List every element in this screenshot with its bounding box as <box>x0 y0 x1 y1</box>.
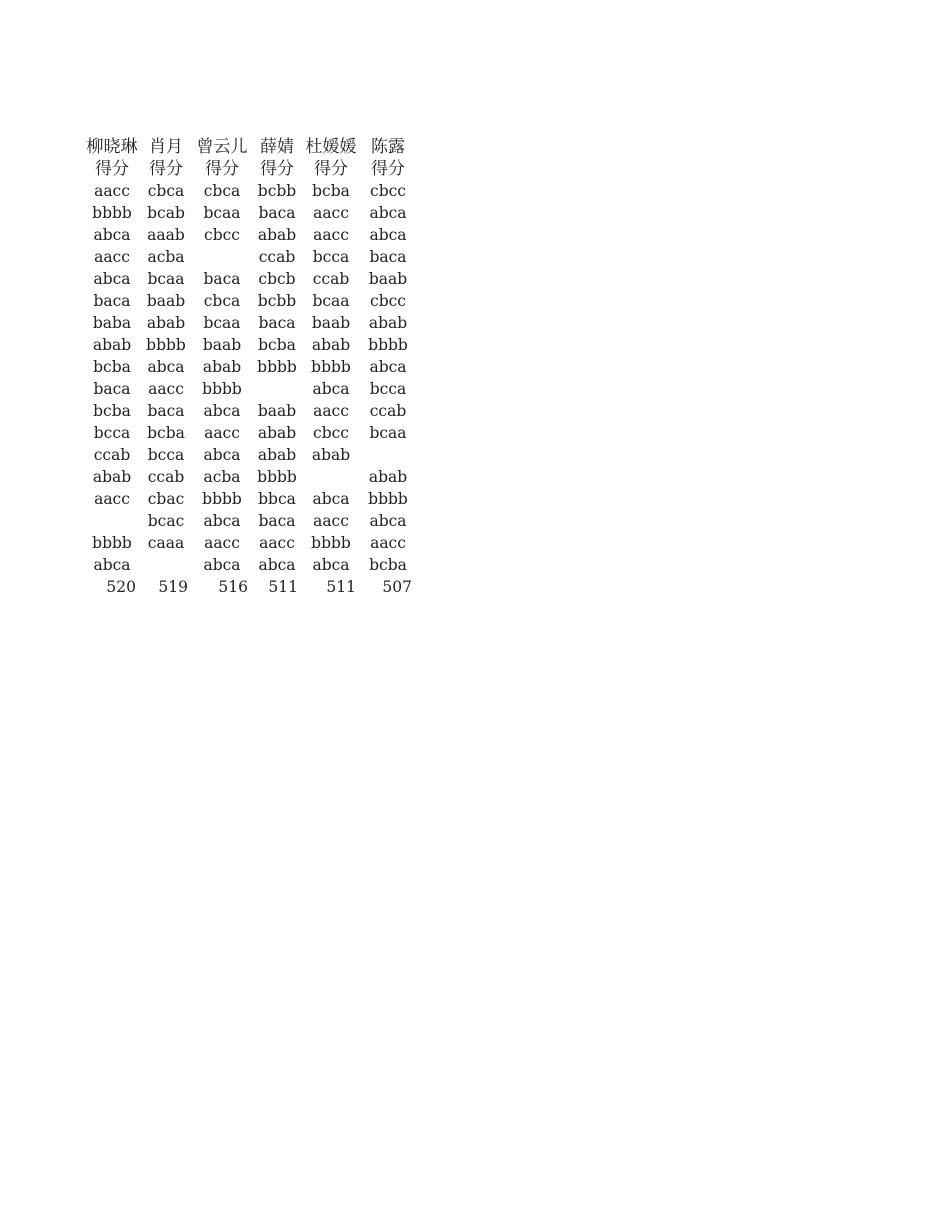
answer-row <box>84 510 416 532</box>
answer-cell[interactable]: abca <box>369 512 407 530</box>
answer-cell[interactable]: ccab <box>147 468 185 486</box>
answer-cell[interactable]: abab <box>146 314 186 332</box>
answer-cell[interactable]: acba <box>147 248 185 266</box>
answer-cell[interactable]: bbbb <box>368 490 408 508</box>
answer-row <box>84 532 416 554</box>
score-label[interactable]: 得分 <box>260 159 294 179</box>
answer-cell[interactable]: abca <box>93 226 131 244</box>
answer-cell[interactable]: baab <box>368 270 408 288</box>
answer-cell[interactable]: bbbb <box>92 534 132 552</box>
answer-cell[interactable]: aacc <box>94 490 130 508</box>
answer-row <box>84 180 416 202</box>
answer-cell[interactable]: baca <box>258 314 296 332</box>
answer-cell[interactable]: aacc <box>370 534 406 552</box>
answer-cell[interactable]: aacc <box>313 204 349 222</box>
name-header-row <box>84 136 416 158</box>
answer-cell[interactable]: abab <box>257 424 297 442</box>
answer-cell[interactable]: aacc <box>94 248 130 266</box>
answer-cell[interactable]: baca <box>93 380 131 398</box>
answer-cell[interactable]: ccab <box>312 270 350 288</box>
answer-cell[interactable]: bbbb <box>257 358 297 376</box>
answer-cell[interactable]: abca <box>93 270 131 288</box>
answer-row <box>84 334 416 356</box>
answer-cell[interactable]: bcaa <box>369 424 407 442</box>
answer-cell[interactable]: cbca <box>203 182 241 200</box>
total-row <box>84 576 416 598</box>
score-sheet <box>84 136 416 598</box>
answer-cell[interactable]: abab <box>202 358 242 376</box>
score-label[interactable]: 得分 <box>314 159 348 179</box>
answer-cell[interactable]: abca <box>312 556 350 574</box>
answer-cell[interactable]: cbcc <box>204 226 240 244</box>
answer-cell[interactable]: abca <box>312 380 350 398</box>
total-cell[interactable]: 516 <box>218 578 248 596</box>
answer-cell[interactable]: abab <box>92 336 132 354</box>
answer-cell[interactable]: ccab <box>93 446 131 464</box>
answer-row <box>84 312 416 334</box>
answer-cell[interactable]: abca <box>203 556 241 574</box>
name-header[interactable]: 曾云儿 <box>196 137 248 157</box>
answer-cell[interactable]: bcbb <box>257 182 297 200</box>
total-cell[interactable]: 511 <box>326 578 356 596</box>
answer-cell[interactable]: abca <box>93 556 131 574</box>
answer-cell[interactable]: bbbb <box>311 358 351 376</box>
answer-cell[interactable]: abca <box>203 402 241 420</box>
answer-cell[interactable]: aacc <box>94 182 130 200</box>
name-header[interactable]: 柳晓琳 <box>86 137 138 157</box>
answer-row <box>84 378 416 400</box>
answer-cell[interactable]: aacc <box>148 380 184 398</box>
score-label-row <box>84 158 416 180</box>
answer-cell[interactable]: abab <box>311 446 351 464</box>
answer-cell[interactable]: abab <box>257 226 297 244</box>
total-cell[interactable]: 511 <box>268 578 298 596</box>
answer-cell[interactable]: caaa <box>147 534 185 552</box>
name-header[interactable]: 陈露 <box>371 137 405 157</box>
answer-cell[interactable]: baca <box>203 270 241 288</box>
total-cell[interactable]: 520 <box>106 578 136 596</box>
answer-cell[interactable]: bcba <box>258 336 296 354</box>
answer-cell[interactable]: bcba <box>312 182 350 200</box>
answer-cell[interactable]: cbcc <box>313 424 349 442</box>
answer-cell[interactable]: bcba <box>147 424 185 442</box>
answer-cell[interactable]: cbcc <box>370 182 406 200</box>
answer-cell[interactable]: bbca <box>258 490 296 508</box>
answer-cell[interactable]: aacc <box>204 534 240 552</box>
answer-cell[interactable]: abca <box>203 446 241 464</box>
answer-cell[interactable]: bbbb <box>92 204 132 222</box>
answer-cell[interactable]: abca <box>369 204 407 222</box>
answer-cell[interactable]: bcaa <box>312 292 350 310</box>
answer-cell[interactable] <box>84 510 140 532</box>
answer-cell[interactable]: bcba <box>93 358 131 376</box>
answer-cell[interactable]: aacc <box>313 512 349 530</box>
answer-cell[interactable]: bbbb <box>202 490 242 508</box>
answer-cell[interactable]: ccab <box>258 248 296 266</box>
answer-cell[interactable]: abab <box>368 468 408 486</box>
answer-row <box>84 466 416 488</box>
answer-cell[interactable]: aaab <box>147 226 185 244</box>
answer-cell[interactable]: cbcc <box>370 292 406 310</box>
answer-cell[interactable]: bcac <box>147 512 185 530</box>
score-label[interactable]: 得分 <box>205 159 239 179</box>
answer-row <box>84 444 416 466</box>
answer-row <box>84 554 416 576</box>
answer-cell[interactable] <box>192 246 252 268</box>
score-label[interactable]: 得分 <box>149 159 183 179</box>
answer-cell[interactable]: abca <box>369 226 407 244</box>
answer-row <box>84 268 416 290</box>
answer-cell[interactable]: acba <box>203 468 241 486</box>
answer-cell[interactable]: baca <box>258 204 296 222</box>
answer-cell[interactable]: aacc <box>313 226 349 244</box>
answer-cell[interactable]: abca <box>147 358 185 376</box>
answer-cell[interactable]: cbac <box>147 490 185 508</box>
answer-cell[interactable]: bcaa <box>147 270 185 288</box>
answer-cell[interactable]: baab <box>257 402 297 420</box>
answer-cell[interactable]: abab <box>368 314 408 332</box>
total-cell[interactable]: 507 <box>382 578 412 596</box>
answer-cell[interactable]: bbbb <box>368 336 408 354</box>
answer-cell[interactable] <box>140 554 192 576</box>
score-table <box>84 136 416 598</box>
answer-row <box>84 488 416 510</box>
answer-cell[interactable]: bcba <box>93 402 131 420</box>
answer-cell[interactable]: aacc <box>204 424 240 442</box>
answer-cell[interactable]: aacc <box>313 402 349 420</box>
total-cell[interactable]: 519 <box>158 578 188 596</box>
answer-row <box>84 290 416 312</box>
answer-cell[interactable]: cbcb <box>258 270 296 288</box>
answer-cell[interactable]: baab <box>146 292 186 310</box>
answer-row <box>84 246 416 268</box>
answer-cell[interactable]: bcab <box>147 204 185 222</box>
answer-cell[interactable]: abab <box>92 468 132 486</box>
answer-cell[interactable]: baca <box>147 402 185 420</box>
score-label[interactable]: 得分 <box>371 159 405 179</box>
name-header[interactable]: 肖月 <box>149 137 183 157</box>
answer-cell[interactable]: aacc <box>259 534 295 552</box>
answer-cell[interactable]: abab <box>257 446 297 464</box>
answer-cell[interactable]: bcaa <box>203 314 241 332</box>
answer-cell[interactable]: abca <box>258 556 296 574</box>
answer-cell[interactable]: abca <box>369 358 407 376</box>
answer-row <box>84 356 416 378</box>
answer-cell[interactable]: abca <box>203 512 241 530</box>
answer-cell[interactable]: baab <box>311 314 351 332</box>
answer-cell[interactable]: bbbb <box>311 534 351 552</box>
answer-cell[interactable]: ccab <box>369 402 407 420</box>
answer-cell[interactable]: bcca <box>369 380 407 398</box>
answer-cell[interactable]: bcaa <box>203 204 241 222</box>
answer-cell[interactable]: bbbb <box>257 468 297 486</box>
answer-cell[interactable]: cbca <box>147 182 185 200</box>
answer-cell[interactable]: bcbb <box>257 292 297 310</box>
answer-cell[interactable]: baca <box>369 248 407 266</box>
answer-cell[interactable]: baca <box>93 292 131 310</box>
answer-cell[interactable]: bcca <box>147 446 185 464</box>
answer-cell[interactable]: bcba <box>369 556 407 574</box>
answer-row <box>84 422 416 444</box>
answer-cell[interactable]: bcca <box>312 248 350 266</box>
name-header[interactable]: 薛婧 <box>260 137 294 157</box>
answer-cell[interactable] <box>302 466 360 488</box>
answer-cell[interactable] <box>252 378 302 400</box>
answer-row <box>84 224 416 246</box>
answer-cell[interactable]: abca <box>312 490 350 508</box>
answer-cell[interactable]: bcca <box>93 424 131 442</box>
answer-cell[interactable]: bbbb <box>202 380 242 398</box>
score-label[interactable]: 得分 <box>95 159 129 179</box>
answer-cell[interactable]: baab <box>202 336 242 354</box>
answer-cell[interactable]: abab <box>311 336 351 354</box>
answer-cell[interactable]: baca <box>258 512 296 530</box>
answer-row <box>84 400 416 422</box>
answer-cell[interactable]: cbca <box>203 292 241 310</box>
name-header[interactable]: 杜媛媛 <box>305 137 357 157</box>
answer-cell[interactable]: bbbb <box>146 336 186 354</box>
answer-cell[interactable] <box>360 444 416 466</box>
answer-cell[interactable]: baba <box>92 314 132 332</box>
answer-row <box>84 202 416 224</box>
